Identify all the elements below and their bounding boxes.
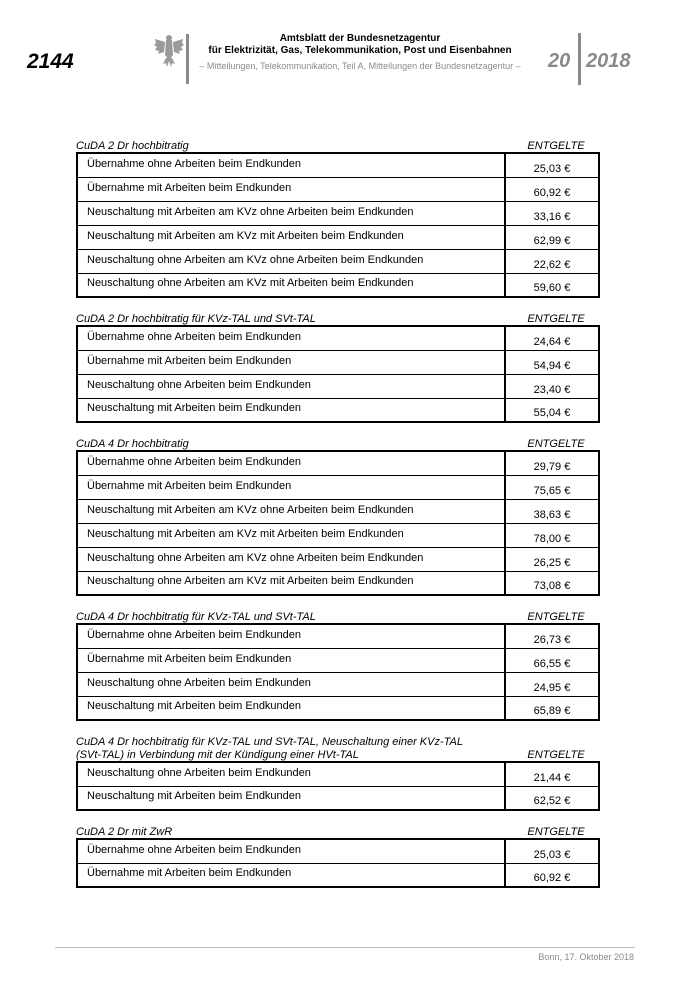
table-row xyxy=(77,273,599,297)
section-title: CuDA 4 Dr hochbitratig xyxy=(76,437,189,450)
price-column-header: ENTGELTE xyxy=(527,312,585,325)
issue-number: 20 xyxy=(548,50,571,72)
tariff-section xyxy=(76,734,600,811)
table-row xyxy=(77,696,599,720)
row-price: 75,65 € xyxy=(505,475,599,499)
table-row xyxy=(77,225,599,249)
table-row xyxy=(77,177,599,201)
row-description: Neuschaltung mit Arbeiten am KVz ohne Arbeiten beim Endkunden xyxy=(77,201,505,225)
row-price: 60,92 € xyxy=(533,872,571,884)
row-description: Übernahme ohne Arbeiten beim Endkunden xyxy=(77,451,505,475)
row-price: 25,03 € xyxy=(505,839,599,863)
price-column-header: ENTGELTE xyxy=(527,437,585,450)
table-row xyxy=(77,475,599,499)
table-row xyxy=(77,201,599,225)
row-description: Übernahme ohne Arbeiten beim Endkunden xyxy=(77,326,505,350)
row-description: Neuschaltung ohne Arbeiten beim Endkunden xyxy=(77,374,505,398)
section-title-line2: (SVt-TAL) in Verbindung mit der Kündigung einer HVt-TAL xyxy=(76,748,359,761)
table-row xyxy=(77,451,599,475)
section-title: CuDA 2 Dr mit ZwR xyxy=(76,825,173,838)
tariff-section xyxy=(76,138,600,298)
tariff-section xyxy=(76,824,600,888)
section-header xyxy=(76,824,600,838)
section-title: CuDA 4 Dr hochbitratig für KVz-TAL und SVt-TAL xyxy=(76,610,316,623)
price-column-header: ENTGELTE xyxy=(527,748,585,761)
row-description: Übernahme ohne Arbeiten beim Endkunden xyxy=(77,624,505,648)
row-description: Übernahme mit Arbeiten beim Endkunden xyxy=(77,863,505,887)
row-price: 24,95 € xyxy=(505,672,599,696)
section-header xyxy=(76,311,600,325)
table-row xyxy=(77,648,599,672)
tariff-table xyxy=(76,623,600,721)
issue-divider xyxy=(578,33,581,85)
tariff-section xyxy=(76,436,600,596)
header-subtitle: – Mitteilungen, Telekommunikation, Teil A, Mitteilungen der Bundesnetzagentur – xyxy=(199,61,521,71)
tariff-content xyxy=(76,138,600,901)
row-price: 26,25 € xyxy=(505,547,599,571)
row-description: Neuschaltung ohne Arbeiten beim Endkunden xyxy=(77,672,505,696)
table-row xyxy=(77,374,599,398)
table-row xyxy=(77,762,599,786)
table-row xyxy=(77,547,599,571)
row-price: 22,62 € xyxy=(505,249,599,273)
row-description: Neuschaltung mit Arbeiten beim Endkunden xyxy=(77,696,505,720)
price-column-header: ENTGELTE xyxy=(527,825,585,838)
section-title-line1: CuDA 4 Dr hochbitratig für KVz-TAL und SVt-TAL, Neuschaltung einer KVz-TAL xyxy=(76,736,464,748)
header-title-line2: für Elektrizität, Gas, Telekommunikation, Post und Eisenbahnen xyxy=(208,45,512,56)
row-price: 73,08 € xyxy=(533,580,571,592)
page-header xyxy=(0,0,700,100)
table-row xyxy=(77,523,599,547)
row-description: Übernahme ohne Arbeiten beim Endkunden xyxy=(77,153,505,177)
federal-eagle-icon xyxy=(153,33,185,69)
section-header xyxy=(76,436,600,450)
table-row xyxy=(77,786,599,810)
row-price: 38,63 € xyxy=(505,499,599,523)
row-price: 59,60 € xyxy=(533,282,571,294)
price-column-header: ENTGELTE xyxy=(527,139,585,152)
row-description: Übernahme mit Arbeiten beim Endkunden xyxy=(77,350,505,374)
section-title: CuDA 2 Dr hochbitratig für KVz-TAL und SVt-TAL xyxy=(76,312,316,325)
row-description: Neuschaltung ohne Arbeiten am KVz mit Arbeiten beim Endkunden xyxy=(77,571,505,595)
row-description: Neuschaltung mit Arbeiten am KVz mit Arbeiten beim Endkunden xyxy=(77,523,505,547)
row-description: Neuschaltung mit Arbeiten beim Endkunden xyxy=(77,786,505,810)
row-price: 21,44 € xyxy=(505,762,599,786)
table-row xyxy=(77,624,599,648)
row-description: Neuschaltung ohne Arbeiten am KVz ohne Arbeiten beim Endkunden xyxy=(77,249,505,273)
section-title: CuDA 2 Dr hochbitratig xyxy=(76,139,189,152)
price-column-header: ENTGELTE xyxy=(527,610,585,623)
row-description: Neuschaltung ohne Arbeiten beim Endkunden xyxy=(77,762,505,786)
row-description: Übernahme mit Arbeiten beim Endkunden xyxy=(77,648,505,672)
row-price: 62,52 € xyxy=(533,795,571,807)
row-price: 60,92 € xyxy=(505,177,599,201)
row-description: Neuschaltung mit Arbeiten am KVz mit Arbeiten beim Endkunden xyxy=(77,225,505,249)
row-price: 54,94 € xyxy=(505,350,599,374)
header-text xyxy=(190,33,530,72)
section-header xyxy=(76,138,600,152)
row-price: 62,99 € xyxy=(505,225,599,249)
table-row xyxy=(77,499,599,523)
table-row xyxy=(77,839,599,863)
row-price: 66,55 € xyxy=(505,648,599,672)
tariff-section xyxy=(76,311,600,423)
row-description: Neuschaltung ohne Arbeiten am KVz mit Arbeiten beim Endkunden xyxy=(77,273,505,297)
tariff-table xyxy=(76,152,600,298)
row-price: 23,40 € xyxy=(505,374,599,398)
table-row xyxy=(77,863,599,887)
row-description: Neuschaltung ohne Arbeiten am KVz ohne Arbeiten beim Endkunden xyxy=(77,547,505,571)
tariff-table xyxy=(76,450,600,596)
table-row xyxy=(77,326,599,350)
row-description: Neuschaltung mit Arbeiten beim Endkunden xyxy=(77,398,505,422)
table-row xyxy=(77,153,599,177)
row-description: Übernahme mit Arbeiten beim Endkunden xyxy=(77,475,505,499)
header-title-line1: Amtsblatt der Bundesnetzagentur xyxy=(279,33,441,44)
row-price: 24,64 € xyxy=(505,326,599,350)
issue-year: 2018 xyxy=(586,50,631,72)
table-row xyxy=(77,350,599,374)
tariff-section xyxy=(76,609,600,721)
row-description: Neuschaltung mit Arbeiten am KVz ohne Arbeiten beim Endkunden xyxy=(77,499,505,523)
section-title xyxy=(76,736,463,761)
row-description: Übernahme mit Arbeiten beim Endkunden xyxy=(77,177,505,201)
table-row xyxy=(77,398,599,422)
table-row xyxy=(77,571,599,595)
header-divider xyxy=(186,34,189,84)
row-price: 65,89 € xyxy=(533,705,571,717)
row-price: 26,73 € xyxy=(505,624,599,648)
table-row xyxy=(77,672,599,696)
row-price: 78,00 € xyxy=(505,523,599,547)
page-number: 2144 xyxy=(27,50,74,73)
tariff-table xyxy=(76,325,600,423)
tariff-table xyxy=(76,761,600,811)
row-description: Übernahme ohne Arbeiten beim Endkunden xyxy=(77,839,505,863)
footer-place-date: Bonn, 17. Oktober 2018 xyxy=(538,952,634,962)
section-header xyxy=(76,609,600,623)
tariff-table xyxy=(76,838,600,888)
table-row xyxy=(77,249,599,273)
row-price: 55,04 € xyxy=(533,407,571,419)
footer-divider xyxy=(55,947,635,948)
row-price: 33,16 € xyxy=(505,201,599,225)
row-price: 29,79 € xyxy=(505,451,599,475)
section-header xyxy=(76,734,600,761)
row-price: 25,03 € xyxy=(505,153,599,177)
